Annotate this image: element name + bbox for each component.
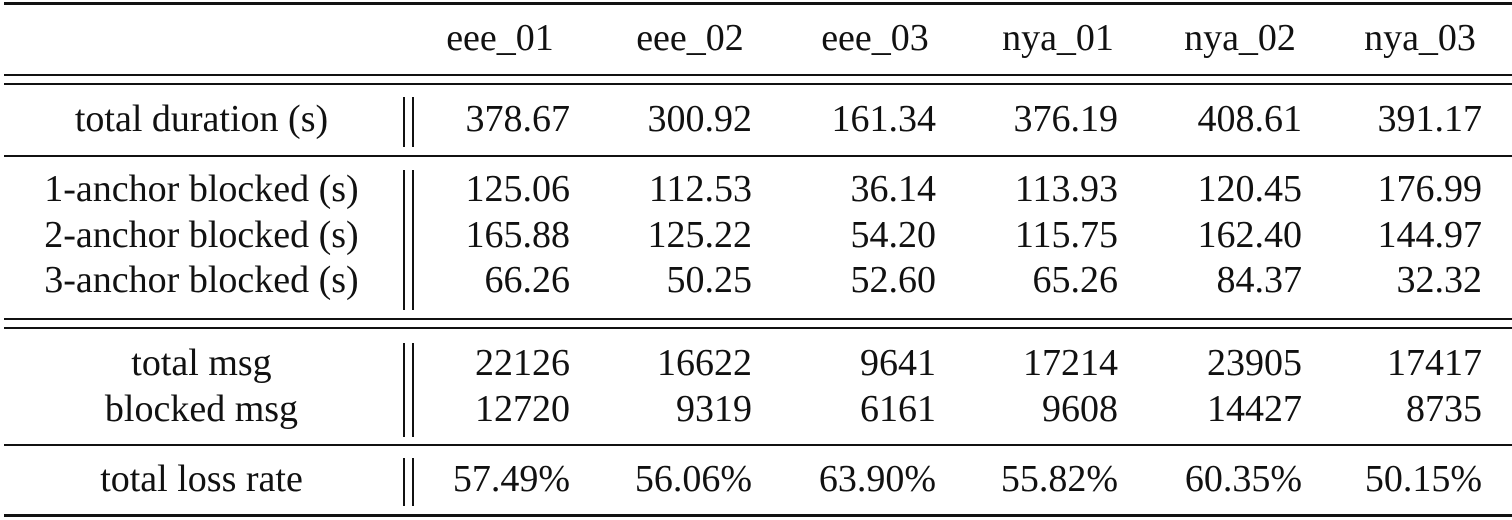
- table-cell: 12720: [475, 388, 570, 430]
- column-header: nya_01: [1002, 17, 1114, 59]
- row-label: 3-anchor blocked (s): [44, 259, 359, 301]
- section-rule-3: [4, 444, 1512, 446]
- table-cell: 113.93: [1014, 168, 1118, 210]
- table-cell: 125.06: [465, 168, 570, 210]
- table-cell: 22126: [475, 342, 570, 384]
- row-label: total duration (s): [74, 98, 329, 140]
- column-header: nya_02: [1184, 17, 1296, 59]
- table-cell: 378.67: [465, 98, 570, 140]
- column-header: eee_03: [821, 17, 929, 59]
- table-cell: 14427: [1207, 388, 1302, 430]
- table-cell: 6161: [860, 388, 936, 430]
- table-cell: 56.06%: [634, 458, 752, 500]
- row-label: total loss rate: [100, 458, 303, 500]
- table-row: [0, 96, 1512, 142]
- table-cell: 9641: [860, 342, 936, 384]
- table-cell: 32.32: [1396, 259, 1482, 301]
- header-double-rule-upper: [4, 74, 1512, 76]
- table-cell: 57.49%: [452, 458, 570, 500]
- table-cell: 60.35%: [1184, 458, 1302, 500]
- table-cell: 17214: [1023, 342, 1118, 384]
- column-header: eee_01: [446, 17, 554, 59]
- table-row: [0, 456, 1512, 502]
- column-header: nya_03: [1364, 17, 1476, 59]
- table-cell: 17417: [1387, 342, 1482, 384]
- table-row: [0, 386, 1512, 432]
- bottom-rule: [4, 514, 1512, 517]
- table-cell: 9608: [1042, 388, 1118, 430]
- table-cell: 376.19: [1013, 98, 1118, 140]
- table-cell: 66.26: [484, 259, 570, 301]
- header-double-rule-lower: [4, 83, 1512, 85]
- row-label: 2-anchor blocked (s): [44, 214, 359, 256]
- table-cell: 50.25: [666, 259, 752, 301]
- table-cell: 55.82%: [1000, 458, 1118, 500]
- table-cell: 23905: [1207, 342, 1302, 384]
- table-cell: 52.60: [850, 259, 936, 301]
- table-cell: 300.92: [647, 98, 752, 140]
- table-cell: 65.26: [1032, 259, 1118, 301]
- section-double-rule-upper: [4, 318, 1512, 320]
- table-cell: 36.14: [850, 168, 936, 210]
- table-cell: 144.97: [1377, 214, 1482, 256]
- row-label: 1-anchor blocked (s): [44, 168, 359, 210]
- table-cell: 176.99: [1377, 168, 1482, 210]
- table-row: [0, 340, 1512, 386]
- header-row: [0, 15, 1512, 61]
- table-row: [0, 166, 1512, 212]
- table-cell: 162.40: [1197, 214, 1302, 256]
- table-cell: 84.37: [1216, 259, 1302, 301]
- table-cell: 165.88: [465, 214, 570, 256]
- row-label: total msg: [131, 342, 272, 384]
- table-cell: 408.61: [1197, 98, 1302, 140]
- table-cell: 50.15%: [1364, 458, 1482, 500]
- table-row: [0, 212, 1512, 258]
- table-cell: 63.90%: [818, 458, 936, 500]
- table-cell: 115.75: [1014, 214, 1118, 256]
- row-label: blocked msg: [104, 388, 299, 430]
- table-cell: 161.34: [831, 98, 936, 140]
- section-rule-1: [4, 155, 1512, 157]
- top-rule: [4, 2, 1512, 5]
- table-cell: 391.17: [1377, 98, 1482, 140]
- table-cell: 120.45: [1197, 168, 1302, 210]
- section-double-rule-lower: [4, 327, 1512, 329]
- table-cell: 8735: [1406, 388, 1482, 430]
- table-cell: 16622: [657, 342, 752, 384]
- table-cell: 112.53: [648, 168, 752, 210]
- table-row: [0, 257, 1512, 303]
- column-header: eee_02: [636, 17, 744, 59]
- table-cell: 9319: [676, 388, 752, 430]
- table-cell: 125.22: [647, 214, 752, 256]
- table-cell: 54.20: [850, 214, 936, 256]
